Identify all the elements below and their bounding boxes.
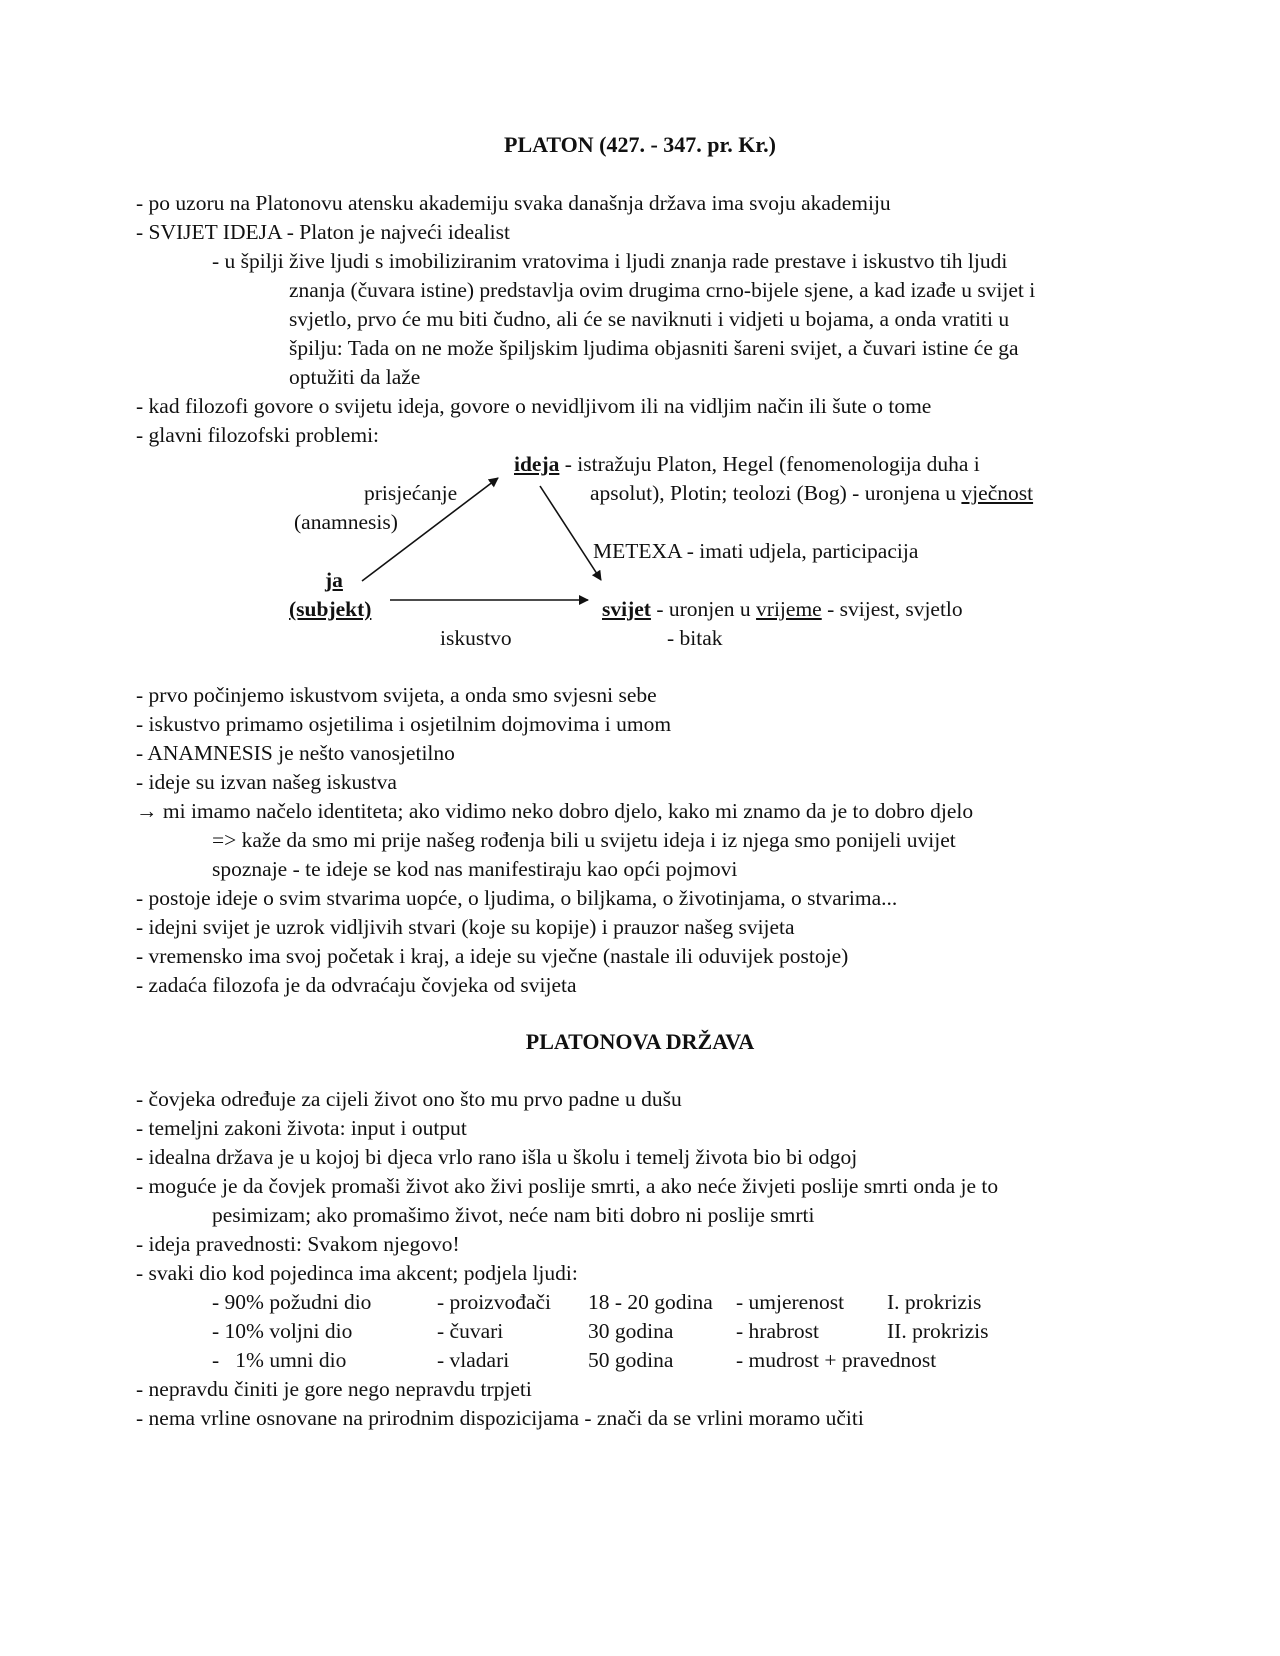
text-line: - u špilji žive ljudi s imobiliziranim vratovima i ljudi znanja rade prestave i iskustvo tih ljudi: [212, 249, 1008, 273]
diagram-prisjecanje: prisjećanje: [364, 481, 458, 505]
text-line: - po uzoru na Platonovu atensku akademiju svaka današnja država ima svoju akademiju: [136, 191, 891, 215]
text-line: spoznaje - te ideje se kod nas manifestiraju kao opći pojmovi: [212, 857, 738, 881]
heading-platon: PLATON (427. - 347. pr. Kr.): [504, 132, 776, 157]
diagram-metexa: METEXA - imati udjela, participacija: [593, 539, 919, 563]
text-line: - idealna država je u kojoj bi djeca vrlo rano išla u školu i temelj života bio bi odgoj: [136, 1145, 858, 1169]
text-line: svjetlo, prvo će mu biti čudno, ali će se naviknuti i vidjeti u bojama, a onda vratiti u: [289, 307, 1010, 331]
text-line: - idejni svijet je uzrok vidljivih stvari (koje su kopije) i prauzor našeg svijeta: [136, 915, 795, 939]
text-line: - postoje ideje o svim stvarima uopće, o ljudima, o biljkama, o životinjama, o stvarima...: [136, 886, 898, 910]
division-cell: 18 - 20 godina: [588, 1290, 713, 1314]
division-cell: II. prokrizis: [887, 1319, 989, 1343]
arrow-ideja-to-svijet: [540, 486, 601, 580]
text-line: - vremensko ima svoj početak i kraj, a ideje su vječne (nastale ili oduvijek postoje): [136, 944, 849, 968]
diagram-ideja: ideja: [514, 452, 560, 476]
text-line: - ANAMNESIS je nešto vanosjetilno: [136, 741, 455, 765]
diagram-iskustvo: iskustvo: [440, 626, 512, 650]
division-cell: - mudrost + pravednost: [736, 1348, 937, 1372]
text-line: špilju: Tada on ne može špiljskim ljudima objasniti šareni svijet, a čuvari istine će ga: [289, 336, 1019, 360]
diagram-subjekt: (subjekt): [289, 597, 372, 621]
division-cell: I. prokrizis: [887, 1290, 982, 1314]
text-line: [136, 797, 973, 825]
division-cell: 30 godina: [588, 1319, 674, 1343]
text-line-content: mi imamo načelo identiteta; ako vidimo neko dobro djelo, kako mi znamo da je to dobro djelo: [157, 799, 974, 823]
text-line: - ideje su izvan našeg iskustva: [136, 770, 397, 794]
arrow-ja-to-ideja: [362, 478, 498, 581]
division-cell: - 90% požudni dio: [212, 1290, 372, 1314]
diagram-anamnesis: (anamnesis): [294, 510, 398, 534]
text-line: - kad filozofi govore o svijetu ideja, govore o nevidljivom ili na vidljim način ili šute o tome: [136, 394, 932, 418]
division-cell: - 10% voljni dio: [212, 1319, 353, 1343]
diagram-svijet-desc2: - svijest, svjetlo: [821, 597, 963, 621]
text-line: - prvo počinjemo iskustvom svijeta, a onda smo svjesni sebe: [136, 683, 657, 707]
division-cell: 50 godina: [588, 1348, 674, 1372]
text-line: - temeljni zakoni života: input i output: [136, 1116, 467, 1140]
diagram-svijet-desc: - uronjen u: [650, 597, 757, 621]
division-cell: - čuvari: [437, 1319, 504, 1343]
heading-platonova-drzava: PLATONOVA DRŽAVA: [525, 1029, 755, 1054]
diagram-ideja-desc: - istražuju Platon, Hegel (fenomenologija duha i: [559, 452, 980, 476]
diagram-svijet: svijet: [602, 597, 651, 621]
diagram-ja: ja: [325, 568, 343, 592]
division-cell: - 1% umni dio: [212, 1348, 347, 1372]
text-line: - zadaća filozofa je da odvraćaju čovjeka od svijeta: [136, 973, 577, 997]
text-line: optužiti da laže: [289, 365, 421, 389]
diagram-bitak: - bitak: [667, 626, 723, 650]
text-line: pesimizam; ako promašimo život, neće nam biti dobro ni poslije smrti: [212, 1203, 815, 1227]
text-line: - čovjeka određuje za cijeli život ono što mu prvo padne u dušu: [136, 1087, 682, 1111]
diagram-ideja-desc2-text: apsolut), Plotin; teolozi (Bog) - uronjena u: [590, 481, 962, 505]
diagram-arrows: [0, 0, 1280, 700]
division-cell: - umjerenost: [736, 1290, 845, 1314]
text-line: - nema vrline osnovane na prirodnim dispozicijama - znači da se vrlini moramo učiti: [136, 1406, 864, 1430]
text-line: - moguće je da čovjek promaši život ako živi poslije smrti, a ako neće živjeti poslije smrti onda je to: [136, 1174, 999, 1198]
text-line: - nepravdu činiti je gore nego nepravdu trpjeti: [136, 1377, 532, 1401]
division-cell: - proizvođači: [437, 1290, 552, 1314]
division-cell: - hrabrost: [736, 1319, 819, 1343]
right-arrow-icon: →: [136, 799, 158, 823]
text-line: => kaže da smo mi prije našeg rođenja bili u svijetu ideja i iz njega smo ponijeli uvijet: [212, 828, 956, 852]
diagram-vrijeme: vrijeme: [756, 597, 822, 621]
text-line: - iskustvo primamo osjetilima i osjetilnim dojmovima i umom: [136, 712, 672, 736]
text-line: - SVIJET IDEJA - Platon je najveći idealist: [136, 220, 510, 244]
text-line: - ideja pravednosti: Svakom njegovo!: [136, 1232, 460, 1256]
division-cell: - vladari: [437, 1348, 510, 1372]
text-line: - svaki dio kod pojedinca ima akcent; podjela ljudi:: [136, 1261, 578, 1285]
diagram-vjecnost: vječnost: [961, 481, 1034, 505]
text-line: znanja (čuvara istine) predstavlja ovim drugima crno-bijele sjene, a kad izađe u svijet i: [289, 278, 1036, 302]
text-line: - glavni filozofski problemi:: [136, 423, 380, 447]
